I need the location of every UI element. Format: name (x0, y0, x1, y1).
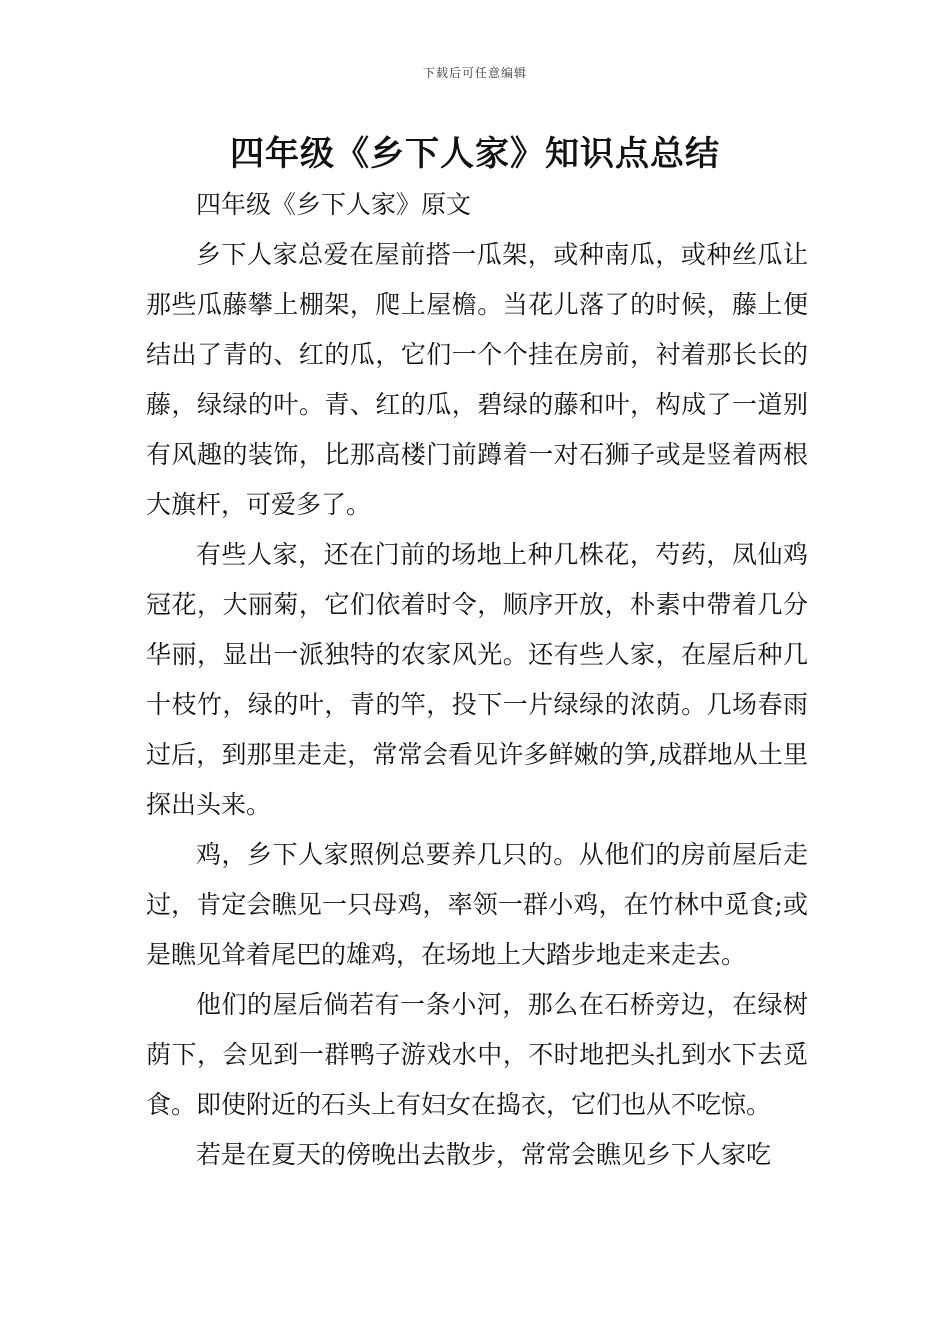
paragraph-5: 若是在夏天的傍晚出去散步，常常会瞧见乡下人家吃 (196, 1140, 772, 1169)
document-title: 四年级《乡下人家》知识点总结 (230, 134, 720, 174)
paragraph-3: 鸡，乡下人家照例总要养几只的。从他们的房前屋后走过，肯定会瞧见一只母鸡，率领一群小鸡，在竹林中觅食;或是瞧见耸着尾巴的雄鸡，在场地上大踏步地走来走去。 (146, 840, 808, 969)
document-subtitle: 四年级《乡下人家》原文 (196, 190, 472, 219)
paragraph-2: 有些人家，还在门前的场地上种几株花，芍药，凤仙鸡冠花，大丽菊，它们依着时令，顺序开放，朴素中帶着几分华丽，显出一派独特的农家风光。还有些人家，在屋后种几十枝竹，绿的叶，青的竿，投下一片绿绿的浓荫。几场春雨过后，到那里走走，常常会看见许多鲜嫩的笋,成群地从土里探出头来。 (146, 540, 808, 819)
paragraph-1: 乡下人家总爱在屋前搭一瓜架，或种南瓜，或种丝瓜让那些瓜藤攀上棚架，爬上屋檐。当花儿落了的时候，藤上便结出了青的、红的瓜，它们一个个挂在房前，衬着那长长的藤，绿绿的叶。青、红的瓜，碧绿的藤和叶，构成了一道别有风趣的装饰，比那高楼门前蹲着一对石狮子或是竖着两根大旗杆，可爱多了。 (146, 240, 808, 519)
document-body (146, 180, 808, 1180)
header-note: 下载后可任意编辑 (422, 66, 527, 80)
paragraph-4: 他们的屋后倘若有一条小河，那么在石桥旁边，在绿树荫下，会见到一群鸭子游戏水中，不时地把头扎到水下去觅食。即使附近的石头上有妇女在捣衣，它们也从不吃惊。 (146, 990, 808, 1119)
